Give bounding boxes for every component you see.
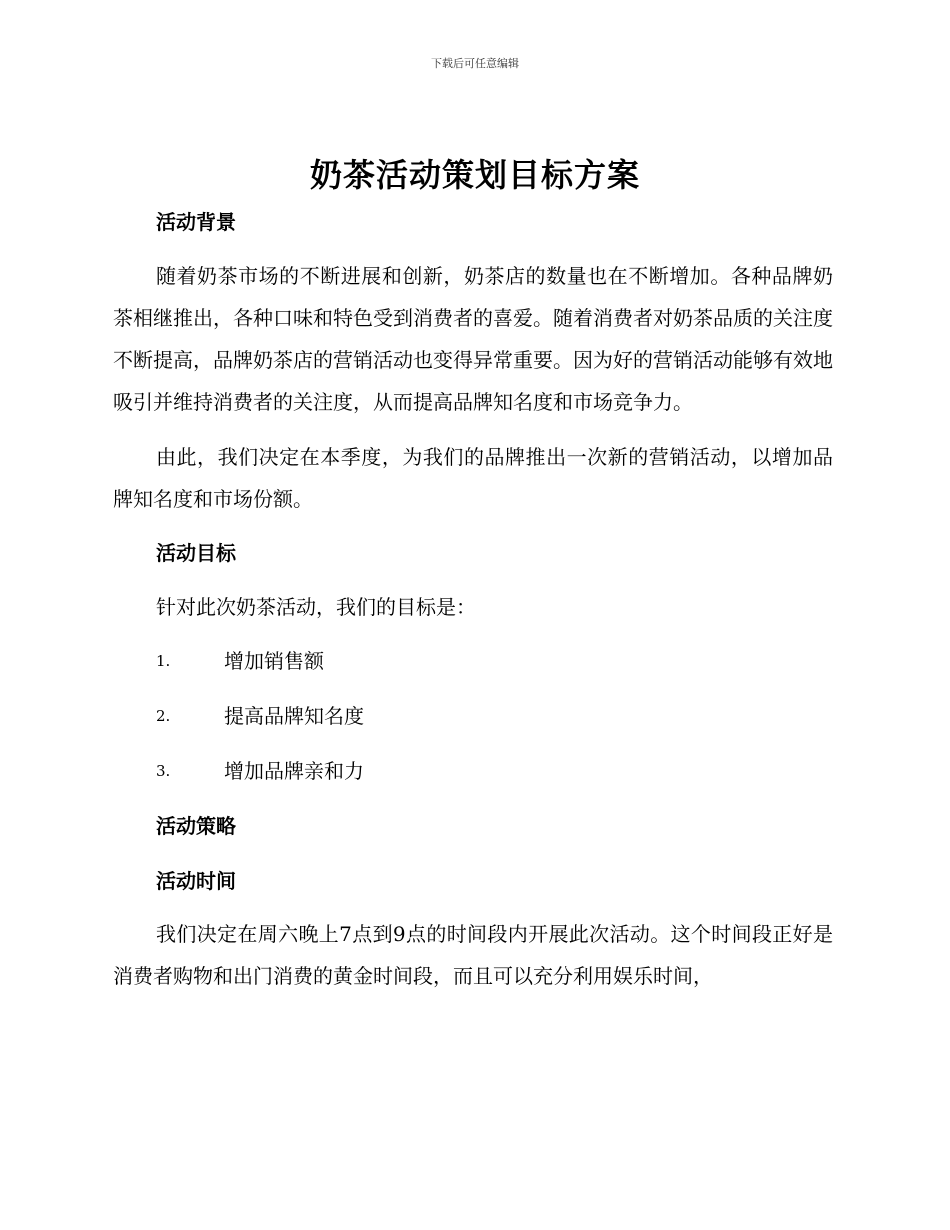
list-item-number: 3. (156, 762, 171, 780)
list-item-text: 增加品牌亲和力 (224, 759, 364, 783)
section-heading-strategy: 活动策略 (156, 814, 236, 838)
list-item-text: 提高品牌知名度 (224, 704, 364, 728)
time-paragraph: 我们决定在周六晚上7点到9点的时间段内开展此次活动。这个时间段正好是消费者购物和出门消费的黄金时间段，而且可以充分利用娱乐时间， (113, 922, 833, 988)
list-item-number: 2. (156, 707, 171, 725)
section-heading-background: 活动背景 (156, 210, 236, 234)
document-body (113, 200, 833, 997)
document-title: 奶茶活动策划目标方案 (309, 156, 640, 194)
section-heading-goals: 活动目标 (156, 541, 236, 565)
list-item (113, 751, 833, 791)
background-paragraph-2: 由此，我们决定在本季度，为我们的品牌推出一次新的营销活动，以增加品牌知名度和市场份额。 (113, 445, 833, 511)
list-item-number: 1. (156, 652, 171, 670)
goals-intro: 针对此次奶茶活动，我们的目标是： (156, 595, 476, 619)
background-paragraph-1: 随着奶茶市场的不断进展和创新，奶茶店的数量也在不断增加。各种品牌奶茶相继推出，各种口味和特色受到消费者的喜爱。随着消费者对奶茶品质的关注度不断提高，品牌奶茶店的营销活动也变得异常重要。因为好的营销活动能够有效地吸引并维持消费者的关注度，从而提高品牌知名度和市场竞争力。 (113, 264, 833, 414)
list-item (113, 641, 833, 681)
section-heading-time: 活动时间 (156, 869, 236, 893)
header-note: 下载后可任意编辑 (431, 57, 519, 70)
list-item-text: 增加销售额 (224, 649, 324, 673)
list-item (113, 696, 833, 736)
